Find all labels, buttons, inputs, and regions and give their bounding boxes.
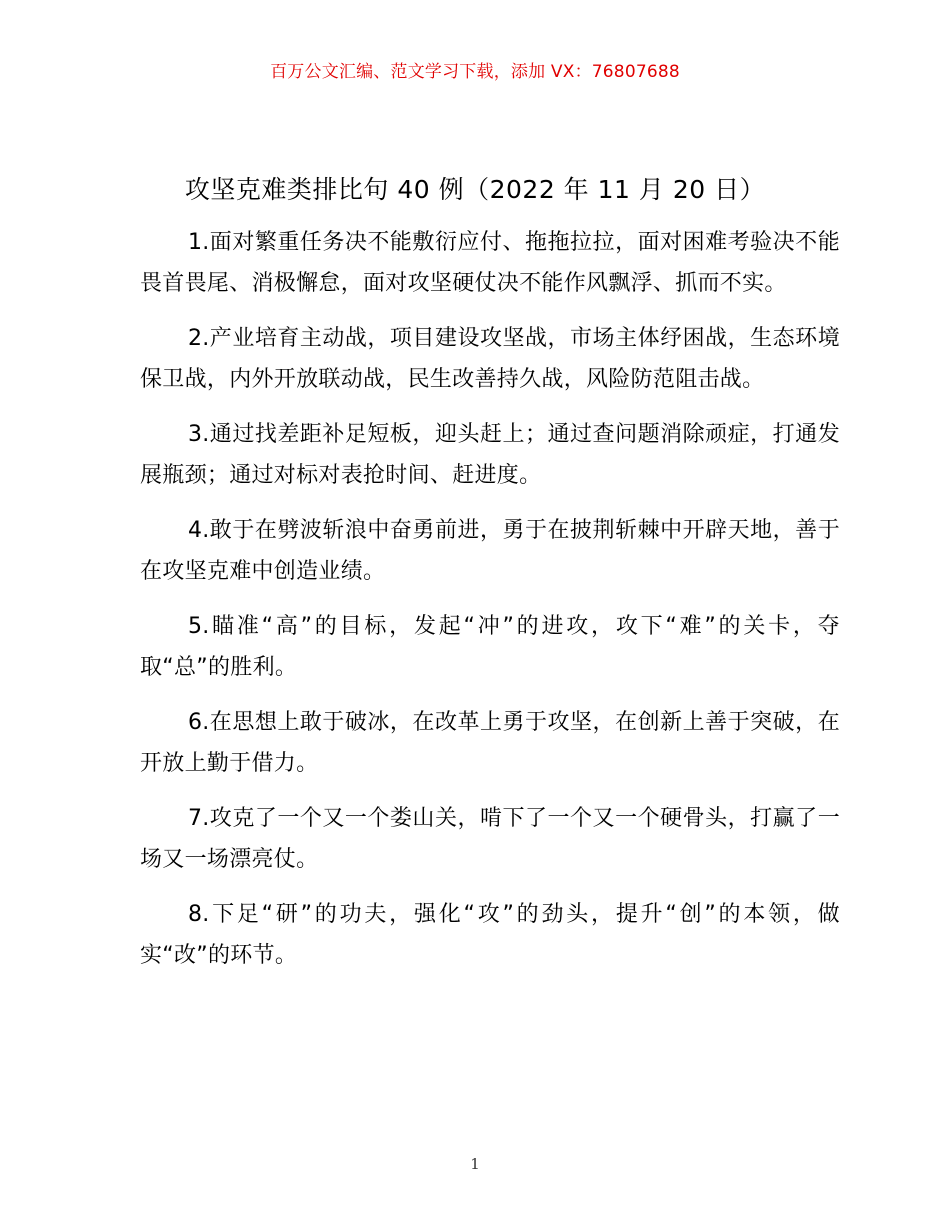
paragraph-4: 4.敢于在劈波斩浪中奋勇前进，勇于在披荆斩棘中开辟天地，善于在攻坚克难中创造业绩。	[140, 518, 840, 584]
paragraph-8: 8.下足“研”的功夫，强化“攻”的劲头，提升“创”的本领，做实“改”的环节。	[140, 902, 840, 968]
page-number: 1	[470, 1155, 480, 1173]
document-title: 攻坚克难类排比句 40 例（2022 年 11 月 20 日）	[184, 175, 766, 204]
document-body	[140, 222, 840, 990]
paragraph-6: 6.在思想上敢于破冰，在改革上勇于攻坚，在创新上善于突破，在开放上勤于借力。	[140, 710, 840, 776]
paragraph-3: 3.通过找差距补足短板，迎头赶上；通过查问题消除顽症，打通发展瓶颈；通过对标对表抢时间、赶进度。	[140, 422, 840, 488]
paragraph-5: 5.瞄准“高”的目标，发起“冲”的进攻，攻下“难”的关卡，夺取“总”的胜利。	[140, 614, 840, 680]
paragraph-7: 7.攻克了一个又一个娄山关，啃下了一个又一个硬骨头，打赢了一场又一场漂亮仗。	[140, 806, 840, 872]
header-banner: 百万公文汇编、范文学习下载，添加 VX：76807688	[270, 62, 680, 82]
paragraph-1: 1.面对繁重任务决不能敷衍应付、拖拖拉拉，面对困难考验决不能畏首畏尾、消极懈怠，面对攻坚硬仗决不能作风飘浮、抓而不实。	[140, 230, 840, 296]
paragraph-2: 2.产业培育主动战，项目建设攻坚战，市场主体纾困战，生态环境保卫战，内外开放联动战，民生改善持久战，风险防范阻击战。	[140, 326, 840, 392]
